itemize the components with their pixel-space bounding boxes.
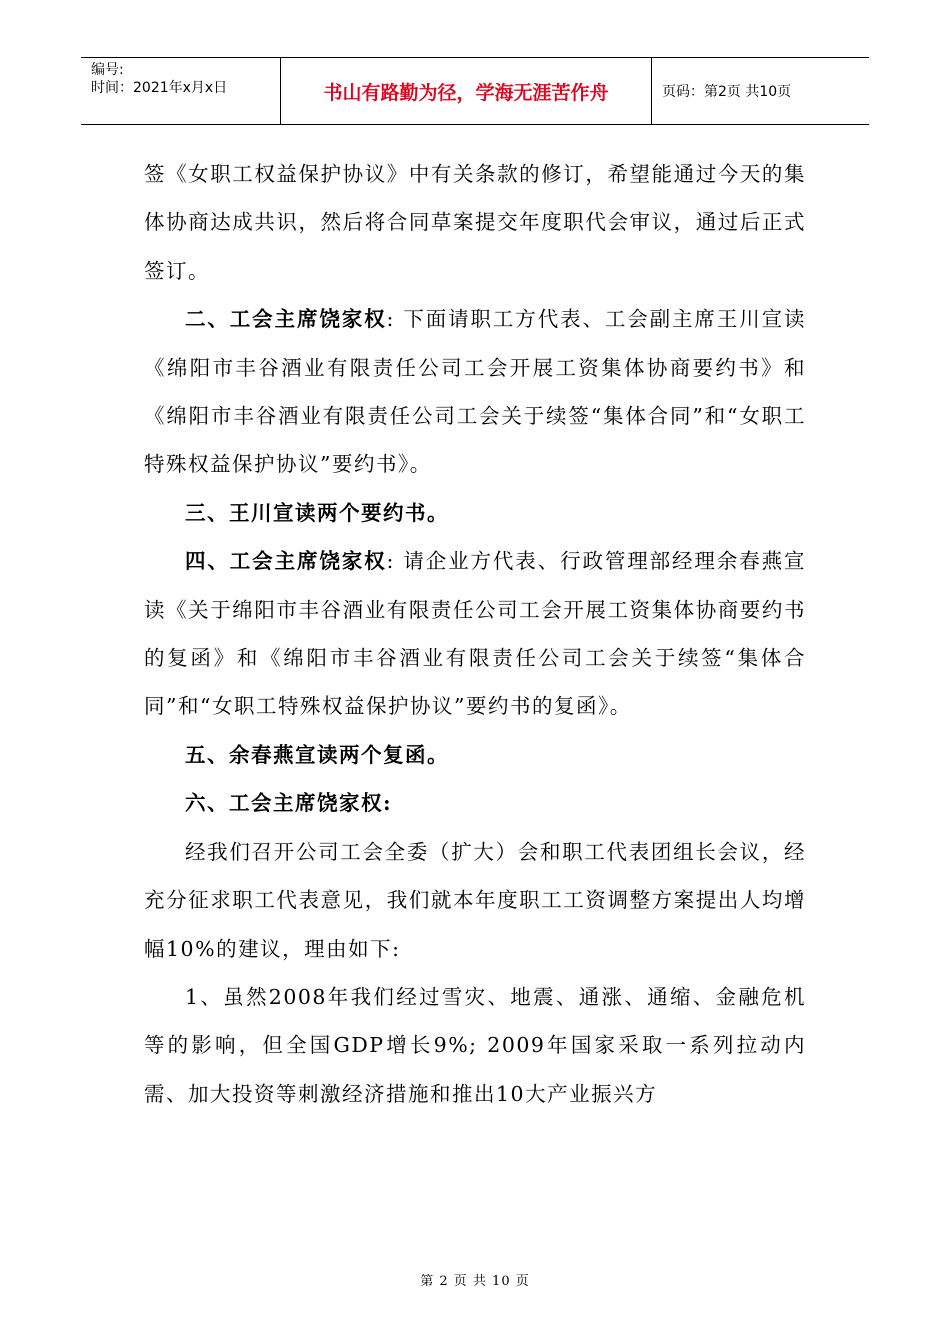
motto-text: 书山有路勤为径，学海无涯苦作舟 xyxy=(323,81,609,104)
paragraph-7: 经我们召开公司工会全委（扩大）会和职工代表团组长会议，经充分征求职工代表意见，我们就本年度职工工资调整方案提出人均增幅10%的建议，理由如下: xyxy=(144,839,806,961)
paragraph-2-text: : 下面请职工方代表、工会副主席王川宣读《绵阳市丰谷酒业有限责任公司工会开展工资集体协商要约书》和《绵阳市丰谷酒业有限责任公司工会关于续签“集体合同”和“女职工特殊权益保护协议”要约书》。 xyxy=(144,307,806,477)
document-header xyxy=(81,57,869,125)
paragraph-4 xyxy=(144,537,806,731)
paragraph-6: 六、工会主席饶家权: xyxy=(185,791,393,816)
paragraph-2 xyxy=(144,295,806,489)
header-meta-cell xyxy=(81,58,281,124)
page-info-text: 页码：第2页 共10页 xyxy=(662,84,792,100)
number-label: 编号: xyxy=(91,62,124,78)
paragraph-3: 三、王川宣读两个要约书。 xyxy=(185,500,449,525)
paragraph-5: 五、余春燕宣读两个复函。 xyxy=(185,742,449,767)
page-info-cell xyxy=(652,58,869,124)
footer-page-number: 第 2 页 共 10 页 xyxy=(420,1274,530,1289)
page-footer xyxy=(0,1270,950,1289)
document-body xyxy=(144,150,806,1118)
paragraph-1: 签《女职工权益保护协议》中有关条款的修订，希望能通过今天的集体协商达成共识，然后将合同草案提交年度职代会审议，通过后正式签订。 xyxy=(144,162,806,283)
date-label: 时间：2021年x月x日 xyxy=(91,80,228,96)
paragraph-4-text: : 请企业方代表、行政管理部经理余春燕宣读《关于绵阳市丰谷酒业有限责任公司工会开展工资集体协商要约书的复函》和《绵阳市丰谷酒业有限责任公司工会关于续签“集体合同”和“女职工特殊权益保护协议”要约书的复函》。 xyxy=(144,549,806,719)
paragraph-8: 1、虽然2008年我们经过雪灾、地震、通涨、通缩、金融危机等的影响，但全国GDP增长9%; 2009年国家采取一系列拉动内需、加大投资等刺激经济措施和推出10大产业振兴方 xyxy=(144,984,806,1106)
speaker-label: 二、工会主席饶家权 xyxy=(185,307,387,332)
motto-cell xyxy=(281,58,652,124)
speaker-label: 四、工会主席饶家权 xyxy=(185,549,387,574)
